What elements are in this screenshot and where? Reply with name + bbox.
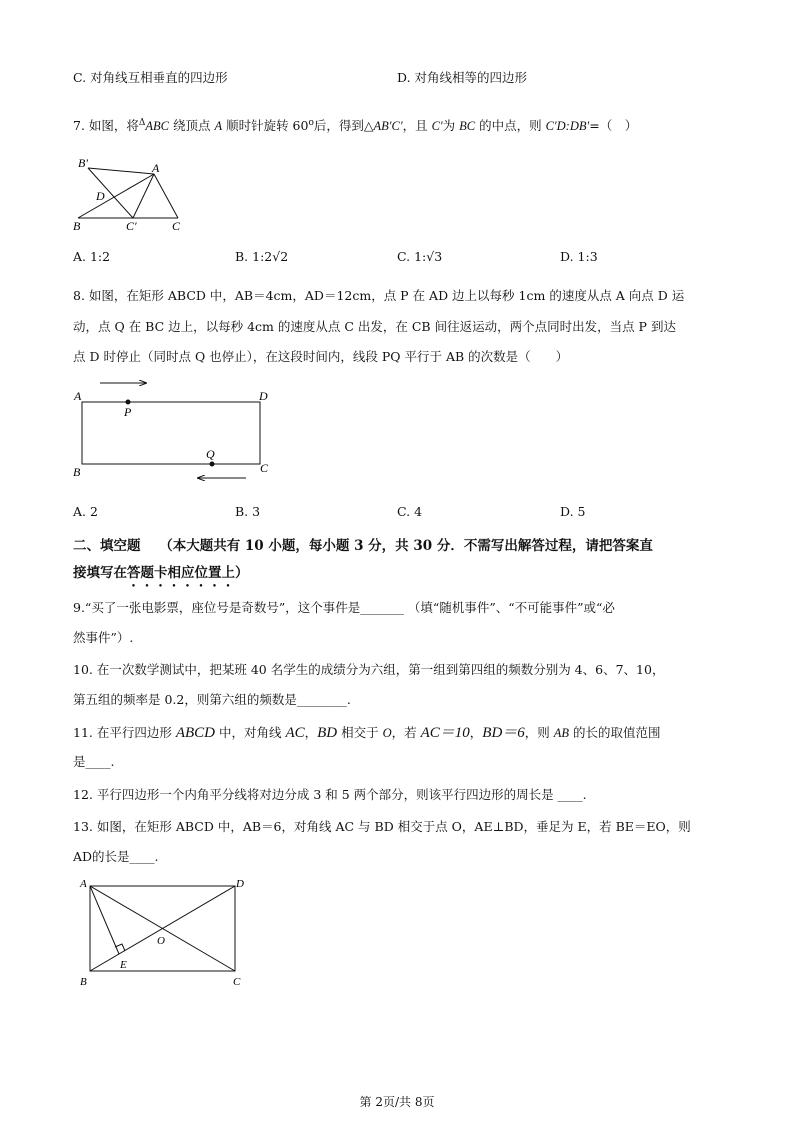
q13-figure (72, 873, 252, 993)
section2-heading (73, 534, 653, 554)
q7-figure (70, 150, 190, 235)
q9-line2: 然事件”）. (73, 630, 134, 645)
q7-label-cprime: C′ (126, 219, 137, 233)
q8-option-d: D. 5 (560, 504, 586, 519)
q7-option-a: A. 1:2 (73, 249, 111, 264)
q6-option-d: D. 对角线相等的四边形 (397, 70, 528, 85)
q7-stem: 7. 如图，将$^\Delta$ABC 绕顶点 A 顺时针旋转 60$^o$后，得到△AB′C′，且 C′为 BC 的中点，则 C′D:DB′=（ ） (73, 117, 638, 133)
q10-line1: 10. 在一次数学测试中，把某班 40 名学生的成绩分为六组，第一组到第四组的频数分别为 4、6、7、10， (73, 662, 665, 677)
q11-line1: 11. 在平行四边形 ABCD 中，对角线 AC，BD 相交于 O，若 AC＝10，BD＝6，则 AB 的长的取值范围 (73, 725, 661, 741)
q7-label-a: A (152, 161, 160, 175)
q8-option-a: A. 2 (73, 504, 98, 519)
q8-stem-line1: 8. 如图，在矩形 ABCD 中，AB＝4cm，AD＝12cm，点 P 在 AD 边上以每秒 1cm 的速度从点 A 向点 D 运 (73, 288, 685, 303)
q8-label-p: P (124, 405, 132, 419)
q12-line1: 12. 平行四边形一个内角平分线将对边分成 3 和 5 两个部分，则该平行四边形的周长是 ____. (73, 787, 587, 802)
q7-label-d: D (96, 189, 105, 203)
q7-label-b: B (73, 219, 81, 233)
q13-line2: AD的长是____. (73, 849, 159, 864)
q13-line1: 13. 如图，在矩形 ABCD 中，AB＝6，对角线 AC 与 BD 相交于点 O，AE⊥BD，垂足为 E，若 BE＝EO，则 (73, 819, 691, 834)
q10-line2: 第五组的频率是 0.2，则第六组的频数是________. (73, 692, 351, 707)
q13-label-o: O (157, 935, 165, 947)
q8-label-q: Q (206, 447, 215, 461)
section2-desc-line2: 接填写在答题卡相应位置上） (73, 565, 249, 581)
q8-option-b: B. 3 (235, 504, 261, 519)
q8-figure (70, 372, 280, 487)
q13-label-a: A (80, 878, 87, 890)
q9-line1: 9.“买了一张电影票，座位号是奇数号”，这个事件是_______ （填“随机事件”、“不可能事件”或“必 (73, 600, 615, 615)
q7-option-b: B. 1:2√2 (235, 249, 289, 264)
q8-stem-line3: 点 D 时停止（同时点 Q 也停止），在这段时间内，线段 PQ 平行于 AB 的次数是（ ） (73, 349, 569, 364)
q8-label-b: B (73, 465, 81, 479)
q13-label-c: C (233, 976, 241, 988)
q6-option-c: C. 对角线互相垂直的四边形 (73, 70, 228, 85)
q8-option-c: C. 4 (397, 504, 423, 519)
section2-title: 二、填空题 (73, 538, 141, 554)
q8-label-a: A (74, 389, 82, 403)
q13-label-e: E (120, 959, 127, 971)
q8-label-d: D (259, 389, 268, 403)
q8-point-p (126, 400, 131, 405)
q8-point-q (210, 462, 215, 467)
q7-label-bprime: B′ (78, 156, 88, 170)
q8-stem-line2: 动，点 Q 在 BC 边上，以每秒 4cm 的速度从点 C 出发，在 CB 间往返运动，两个点同时出发，当点 P 到达 (73, 319, 676, 334)
section2-desc-line1: （本大题共有 10 小题，每小题 3 分，共 30 分．不需写出解答过程，请把答案直 (159, 538, 653, 554)
q13-label-b: B (80, 976, 87, 988)
q7-option-c: C. 1:√3 (397, 249, 443, 264)
page-footer: 第 2页/共 8页 (359, 1095, 435, 1109)
q13-label-d: D (236, 878, 244, 890)
q7-option-d: D. 1:3 (560, 249, 598, 264)
q8-label-c: C (260, 461, 269, 475)
q11-line2: 是____. (73, 754, 115, 769)
q7-label-c: C (172, 219, 181, 233)
